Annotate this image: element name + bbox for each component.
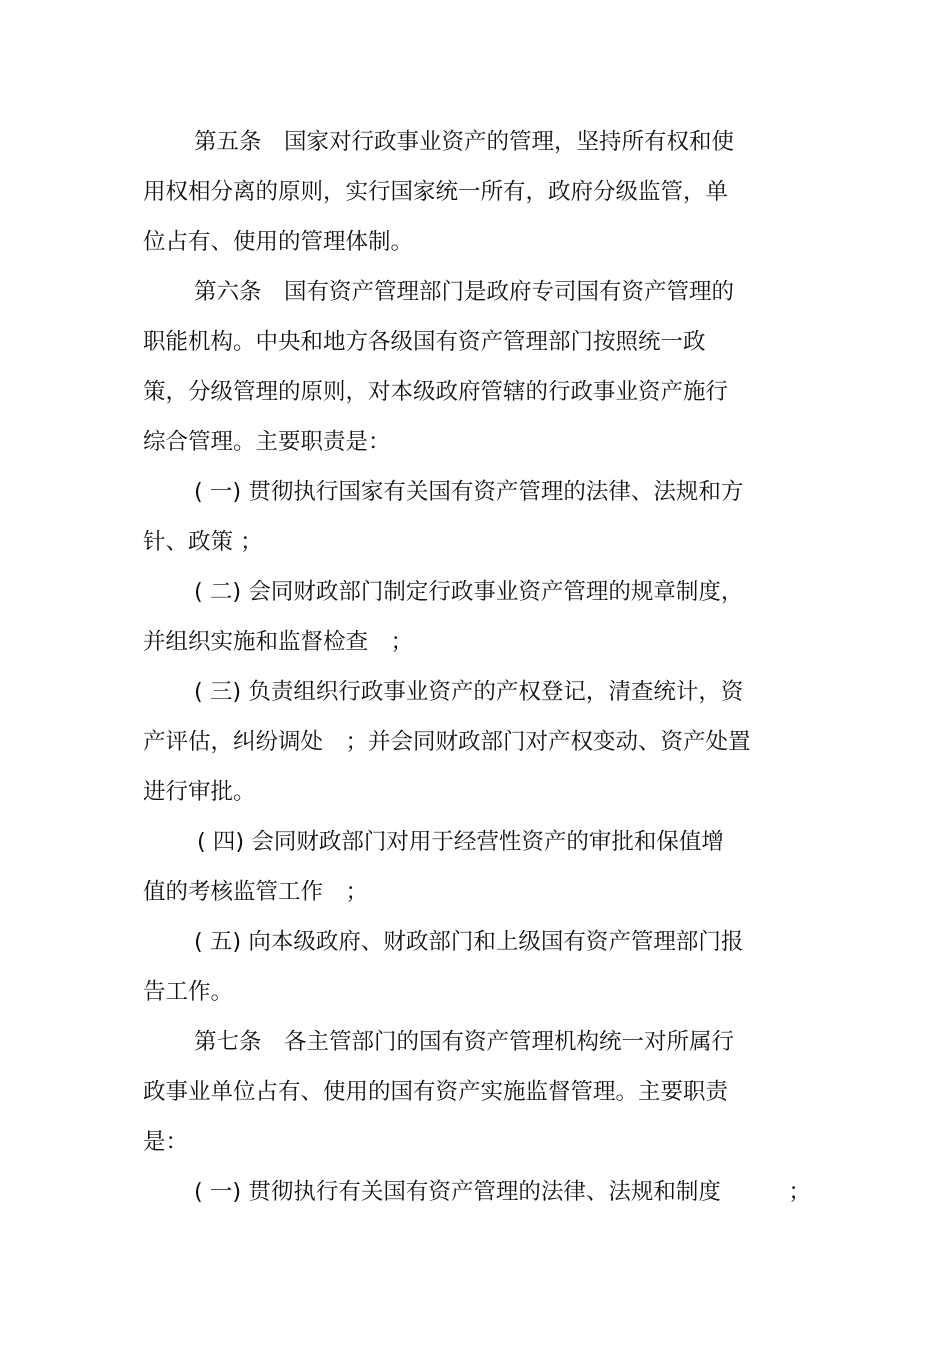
text-line: 进行审批。 <box>143 779 256 805</box>
text-line: ( 一) 贯彻执行国家有关国有资产管理的法律、法规和方 <box>194 479 744 505</box>
text-line: 针、政策 ； <box>143 529 263 555</box>
text-line: ( 一) 贯彻执行有关国有资产管理的法律、法规和制度 ； <box>194 1179 811 1205</box>
text-line: 第五条 国家对行政事业资产的管理，坚持所有权和使 <box>194 129 735 155</box>
text-line: ( 五) 向本级政府、财政部门和上级国有资产管理部门报 <box>194 929 744 955</box>
text-line: ( 三) 负责组织行政事业资产的产权登记，清查统计，资 <box>194 679 744 705</box>
text-line: 用权相分离的原则，实行国家统一所有，政府分级监管，单 <box>143 179 729 205</box>
text-line: 策，分级管理的原则，对本级政府管辖的行政事业资产施行 <box>143 379 729 405</box>
text-line: 职能机构。中央和地方各级国有资产管理部门按照统一政 <box>143 329 706 355</box>
text-line: 综合管理。主要职责是： <box>143 429 391 455</box>
text-line: ( 四) 会同财政部门对用于经营性资产的审批和保值增 <box>197 829 724 855</box>
text-line: 值的考核监管工作 ； <box>143 879 369 905</box>
text-line: 第七条 各主管部门的国有资产管理机构统一对所属行 <box>194 1029 735 1055</box>
text-line: 第六条 国有资产管理部门是政府专司国有资产管理的 <box>194 279 735 305</box>
text-line: 产评估，纠纷调处 ；并会同财政部门对产权变动、资产处置 <box>143 729 751 755</box>
text-line: ( 二) 会同财政部门制定行政事业资产管理的规章制度， <box>194 579 744 605</box>
text-line: 是： <box>143 1129 189 1155</box>
text-line: 位占有、使用的管理体制。 <box>143 229 414 255</box>
text-line: 政事业单位占有、使用的国有资产实施监督管理。主要职责 <box>143 1079 729 1105</box>
text-line: 告工作。 <box>143 979 234 1005</box>
text-line: 并组织实施和监督检查 ； <box>143 629 414 655</box>
